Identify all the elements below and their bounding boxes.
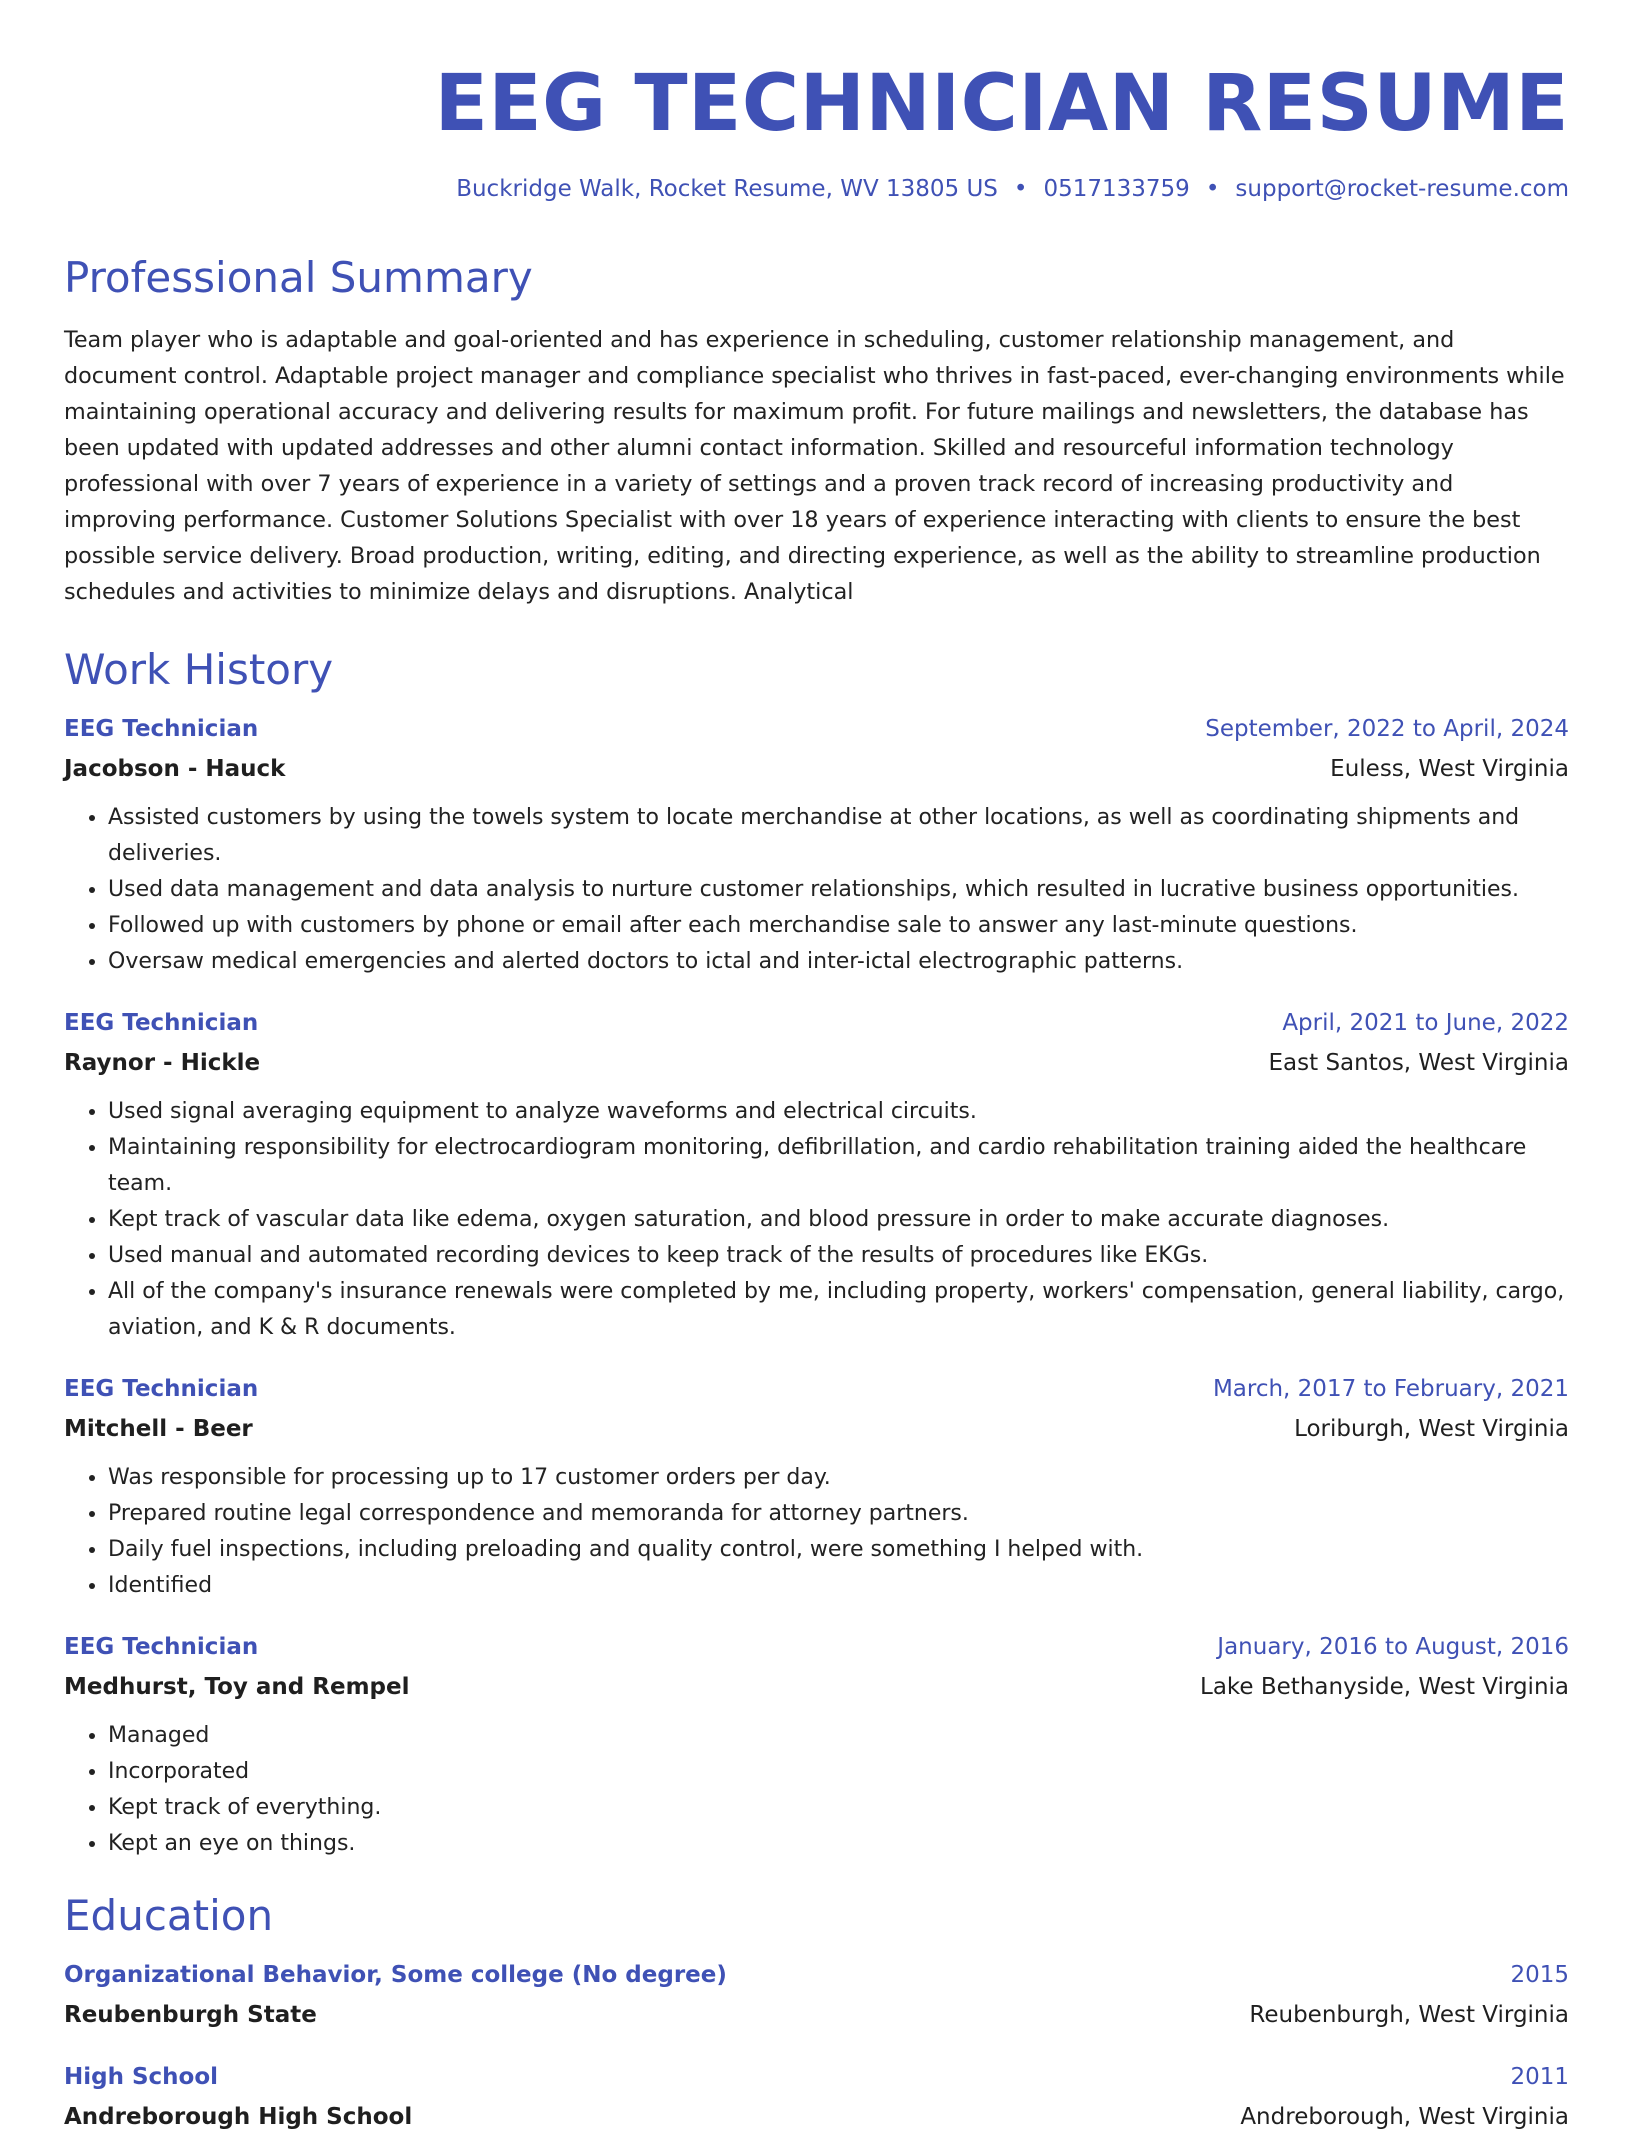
contact-address: Buckridge Walk, Rocket Resume, WV 13805 US <box>456 176 998 202</box>
contact-line <box>64 174 1569 204</box>
job-bullets <box>64 1460 1569 1604</box>
contact-email: support@rocket-resume.com <box>1235 176 1569 202</box>
job-location: Lake Bethanyside, West Virginia <box>1200 1674 1569 1700</box>
job-title: EEG Technician <box>64 716 259 742</box>
job-bullet: • Kept track of vascular data like edema, oxygen saturation, and blood pressure in order to make accurate diagnoses. <box>108 1202 1569 1238</box>
job-location: Loriburgh, West Virginia <box>1294 1416 1569 1442</box>
contact-phone: 0517133759 <box>1043 176 1190 202</box>
job-bullet: • Oversaw medical emergencies and alerted doctors to ictal and inter-ictal electrographic patterns. <box>108 944 1569 980</box>
job-bullets <box>64 1094 1569 1346</box>
job-entry <box>64 712 1569 980</box>
education-location: Reubenburgh, West Virginia <box>1249 2002 1569 2028</box>
summary-text: Team player who is adaptable and goal-oriented and has experience in scheduling, customer relationship management, and document control. Adaptable project manager and compliance specialist who thrives in fast-paced, ever-changing environments while maintaining operational accuracy and delivering results for maximum profit. For future mailings and newsletters, the database has been updated with updated addresses and other alumni contact information. Skilled and resourceful information technology professional with over 7 years of experience in a variety of settings and a proven track record of increasing productivity and improving performance. Customer Solutions Specialist with over 18 years of experience interacting with clients to ensure the best possible service delivery. Broad production, writing, editing, and directing experience, as well as the ability to streamline production schedules and activities to minimize delays and disruptions. Analytical <box>64 327 1565 605</box>
work-history-heading: Work History <box>64 645 334 694</box>
job-bullet: • Kept track of everything. <box>108 1790 1569 1826</box>
job-bullet: • Used manual and automated recording devices to keep track of the results of procedures like EKGs. <box>108 1238 1569 1274</box>
job-bullets <box>64 800 1569 980</box>
job-bullet: • Identified <box>108 1568 1569 1604</box>
resume-title: EEG TECHNICIAN RESUME <box>434 59 1569 149</box>
contact-separator: • <box>1013 176 1028 202</box>
job-dates: January, 2016 to August, 2016 <box>1217 1634 1569 1660</box>
education-school: Reubenburgh State <box>64 2002 317 2028</box>
job-entry <box>64 1372 1569 1604</box>
education-entry <box>64 2060 1569 2134</box>
job-title: EEG Technician <box>64 1376 259 1402</box>
job-location: East Santos, West Virginia <box>1268 1050 1569 1076</box>
job-bullet: • Assisted customers by using the towels system to locate merchandise at other locations, as well as coordinating shipments and deliveries. <box>108 800 1569 872</box>
job-bullet: • Prepared routine legal correspondence and memoranda for attorney partners. <box>108 1496 1569 1532</box>
job-title: EEG Technician <box>64 1634 259 1660</box>
job-company: Jacobson - Hauck <box>64 756 286 782</box>
education-heading: Education <box>64 1891 274 1940</box>
education-year: 2011 <box>1510 2064 1569 2090</box>
job-bullet: • Managed <box>108 1718 1569 1754</box>
job-entry <box>64 1006 1569 1346</box>
contact-separator: • <box>1205 176 1220 202</box>
job-dates: April, 2021 to June, 2022 <box>1282 1010 1569 1036</box>
job-bullet: • All of the company's insurance renewals were completed by me, including property, workers' compensation, general liability, cargo, aviation, and K & R documents. <box>108 1274 1569 1346</box>
job-dates: March, 2017 to February, 2021 <box>1212 1376 1569 1402</box>
job-entry <box>64 1630 1569 1862</box>
job-bullets <box>64 1718 1569 1862</box>
job-dates: September, 2022 to April, 2024 <box>1205 716 1569 742</box>
education-location: Andreborough, West Virginia <box>1240 2104 1569 2130</box>
education-degree: Organizational Behavior, Some college (No degree) <box>64 1962 727 1988</box>
job-company: Raynor - Hickle <box>64 1050 261 1076</box>
job-title: EEG Technician <box>64 1010 259 1036</box>
job-bullet: • Followed up with customers by phone or email after each merchandise sale to answer any last-minute questions. <box>108 908 1569 944</box>
job-location: Euless, West Virginia <box>1330 756 1569 782</box>
job-company: Medhurst, Toy and Rempel <box>64 1674 410 1700</box>
job-bullet: • Was responsible for processing up to 17 customer orders per day. <box>108 1460 1569 1496</box>
job-bullet: • Incorporated <box>108 1754 1569 1790</box>
education-year: 2015 <box>1510 1962 1569 1988</box>
job-company: Mitchell - Beer <box>64 1416 253 1442</box>
summary-heading: Professional Summary <box>64 253 533 302</box>
job-bullet: • Daily fuel inspections, including preloading and quality control, were something I helped with. <box>108 1532 1569 1568</box>
education-degree: High School <box>64 2064 219 2090</box>
job-bullet: • Used data management and data analysis to nurture customer relationships, which resulted in lucrative business opportunities. <box>108 872 1569 908</box>
education-entry <box>64 1958 1569 2032</box>
job-bullet: • Kept an eye on things. <box>108 1826 1569 1862</box>
job-bullet: • Maintaining responsibility for electrocardiogram monitoring, defibrillation, and cardio rehabilitation training aided the healthcare team. <box>108 1130 1569 1202</box>
education-school: Andreborough High School <box>64 2104 413 2130</box>
job-bullet: • Used signal averaging equipment to analyze waveforms and electrical circuits. <box>108 1094 1569 1130</box>
